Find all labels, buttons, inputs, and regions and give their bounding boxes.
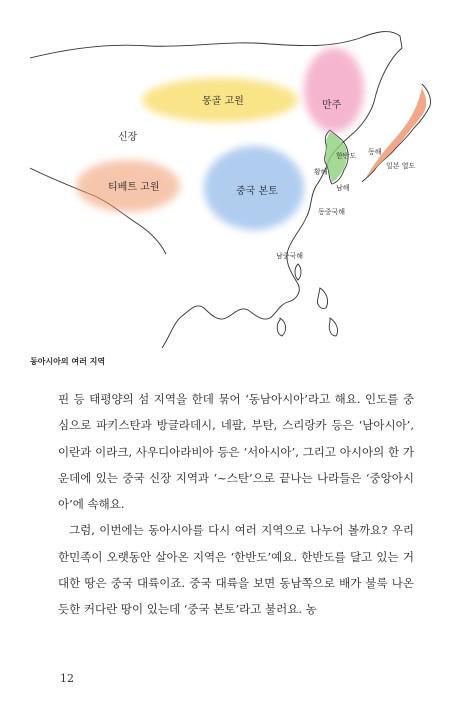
- taiwan-outline: [295, 264, 301, 280]
- label-tibet: 티베트 고원: [108, 182, 160, 193]
- label-mongol: 몽골 고원: [202, 96, 244, 107]
- label-xinjiang: 신장: [118, 132, 138, 143]
- islands-outline: [277, 288, 337, 336]
- label-east-sea: 동해: [368, 148, 382, 156]
- page-number: 12: [60, 672, 74, 685]
- label-manchuria: 만주: [322, 100, 342, 111]
- label-china: 중국 본토: [236, 186, 278, 197]
- label-japan: 일본 열도: [386, 162, 416, 170]
- body-text: [58, 386, 414, 623]
- label-korea: 한반도: [336, 152, 357, 160]
- map-svg: [30, 18, 450, 348]
- east-asia-map: [30, 18, 450, 348]
- paragraph-1: 핀 등 태평양의 섬 지역을 한데 묶어 ‘동남아시아’라고 해요. 인도를 중심으로 파키스탄과 방글라데시, 네팔, 부탄, 스리랑카 등은 ‘남아시아’, 이란과 이라크, 사우디아라비아 등은 ‘서아시아’, 그리고 아시아의 한 가운데에 있는 중국 신장 지역과 ‘~스탄’으로 끝나는 나라들은 ‘중앙아시아’에 속해요.: [58, 392, 414, 512]
- manchuria-region: [304, 48, 364, 132]
- label-yellow-sea: 황해: [314, 168, 328, 176]
- label-east-china-sea: 동중국해: [318, 208, 346, 216]
- map-caption: 동아시아의 여러 지역: [30, 357, 106, 366]
- label-south-sea: 남해: [336, 184, 350, 192]
- paragraph-2: 그럼, 이번에는 동아시아를 다시 여러 지역으로 나누어 볼까요? 우리 한민족이 오랫동안 살아온 지역은 ‘한반도’예요. 한반도를 달고 있는 거대한 땅은 중국 대륙이죠. 중국 대륙을 보면 동남쪽으로 배가 불룩 나온 듯한 커다란 땅이 있는데 ‘중국 본토’라고 불러요. 농: [58, 523, 414, 617]
- label-south-china-sea: 남중국해: [276, 252, 304, 260]
